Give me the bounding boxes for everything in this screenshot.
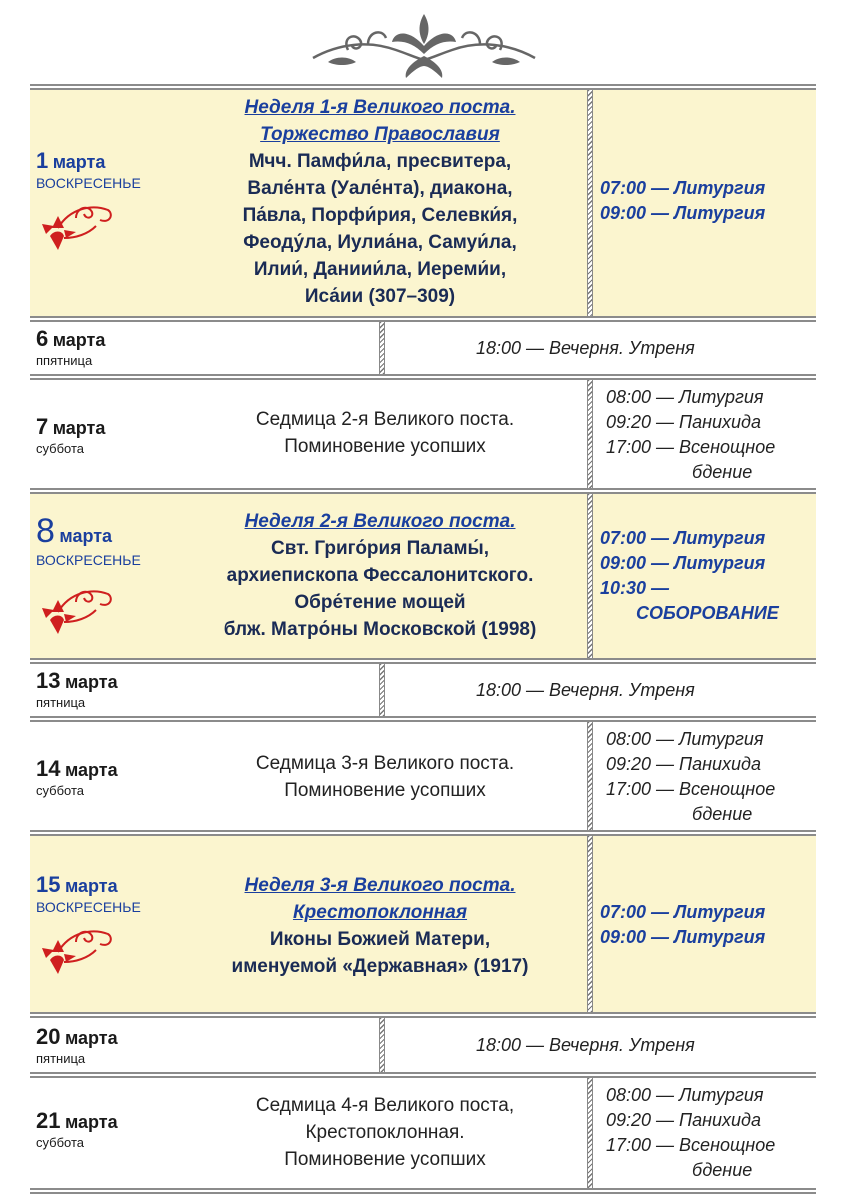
service-line: 18:00 — Вечерня. Утреня	[476, 1035, 695, 1055]
date-month: марта	[59, 526, 113, 546]
date-number: 1	[36, 148, 49, 173]
column-divider	[379, 1018, 385, 1072]
weekday-label: ппятница	[36, 353, 93, 368]
date-number: 21	[36, 1108, 61, 1133]
feast-title: Неделя 2-я Великого поста.	[244, 511, 516, 532]
date-cell	[36, 668, 118, 710]
date-month: марта	[64, 1112, 118, 1132]
feast-title: Крестопоклонная	[292, 902, 468, 923]
service-line: 08:00 — Литургия	[606, 1085, 764, 1105]
date-month: марта	[64, 760, 118, 780]
service-line: 07:00 — Литургия	[600, 178, 766, 198]
service-line: 18:00 — Вечерня. Утреня	[476, 338, 695, 358]
day-row-sunday	[30, 836, 816, 1012]
column-divider	[379, 322, 385, 374]
service-line: 18:00 — Вечерня. Утреня	[476, 680, 695, 700]
column-divider	[379, 664, 385, 716]
saints-line: Вале́нта (Уале́нта), диакона,	[247, 178, 513, 199]
date-cell	[36, 1108, 118, 1150]
date-month: марта	[52, 330, 106, 350]
saints-line: Иконы Божией Матери,	[269, 929, 491, 950]
column-divider	[587, 380, 593, 488]
service-line: 09:20 — Панихида	[606, 754, 761, 774]
service-line: 17:00 — Всенощное	[606, 779, 776, 799]
services-list	[600, 900, 765, 950]
description-line: Поминовение усопших	[284, 436, 486, 457]
feast-description	[190, 872, 570, 980]
date-month: марта	[64, 672, 118, 692]
service-line: 17:00 — Всенощное	[606, 1135, 776, 1155]
feast-description	[190, 508, 570, 643]
feast-title: Торжество Православия	[260, 124, 500, 145]
date-number: 15	[36, 872, 61, 897]
service-line: бдение	[692, 804, 753, 824]
day-description	[200, 406, 570, 460]
weekday-label: суббота	[36, 783, 85, 798]
date-cell	[36, 414, 105, 456]
service-line: бдение	[692, 462, 753, 482]
floral-ornament-icon	[36, 918, 114, 976]
feast-title: Неделя 1-я Великого поста.	[244, 97, 516, 118]
weekday-label: пятница	[36, 695, 86, 710]
weekday-label: суббота	[36, 1135, 85, 1150]
service-line: 07:00 — Литургия	[600, 902, 766, 922]
date-number: 8	[36, 512, 55, 550]
service-line: 09:00 — Литургия	[600, 927, 766, 947]
date-month: марта	[64, 1028, 118, 1048]
column-divider	[587, 1078, 593, 1188]
service-line: 08:00 — Литургия	[606, 729, 764, 749]
date-cell	[36, 326, 105, 368]
date-cell	[36, 148, 141, 191]
date-cell	[36, 872, 141, 915]
description-line: Крестопоклонная.	[305, 1122, 465, 1143]
date-cell	[36, 756, 118, 798]
day-description	[200, 1092, 570, 1173]
service-line: 09:00 — Литургия	[600, 553, 766, 573]
service-line: 07:00 — Литургия	[600, 528, 766, 548]
services-list	[606, 1083, 775, 1183]
column-divider	[587, 90, 593, 316]
day-description	[200, 750, 570, 804]
services-list	[600, 176, 765, 226]
date-number: 20	[36, 1024, 61, 1049]
weekday-label: пятница	[36, 1051, 86, 1066]
saints-line: именуемой «Державная» (1917)	[231, 956, 529, 977]
saints-line: Свт. Григо́рия Паламы́,	[270, 538, 490, 559]
service-line: 17:00 — Всенощное	[606, 437, 776, 457]
weekday-label: ВОСКРЕСЕНЬЕ	[36, 899, 141, 915]
service-line: 09:20 — Панихида	[606, 412, 761, 432]
services-list	[600, 526, 779, 626]
column-divider	[587, 836, 593, 1012]
column-divider	[587, 494, 593, 658]
date-month: марта	[64, 876, 118, 896]
floral-ornament-icon	[36, 578, 114, 636]
day-row	[30, 1078, 816, 1188]
saints-line: архиепископа Фессалонитского.	[226, 565, 534, 586]
service-line: СОБОРОВАНИЕ	[636, 603, 779, 623]
date-cell	[36, 512, 141, 568]
description-line: Седмица 3-я Великого поста.	[255, 753, 515, 774]
saints-line: Иса́ии (307–309)	[304, 286, 456, 307]
day-row	[30, 664, 816, 716]
saints-line: Па́вла, Порфи́рия, Селевки́я,	[242, 205, 518, 226]
weekday-label: суббота	[36, 441, 85, 456]
date-month: марта	[52, 418, 106, 438]
saints-line: Феоду́ла, Иулиа́на, Самуи́ла,	[243, 232, 517, 253]
description-line: Поминовение усопших	[284, 1149, 486, 1170]
date-number: 14	[36, 756, 61, 781]
day-row	[30, 722, 816, 830]
service-line: 09:20 — Панихида	[606, 1110, 761, 1130]
feast-description	[190, 94, 570, 310]
floral-ornament-icon	[36, 194, 114, 252]
service-line: 08:00 — Литургия	[606, 387, 764, 407]
feast-title: Неделя 3-я Великого поста.	[244, 875, 516, 896]
day-row-sunday	[30, 494, 816, 658]
service-line: бдение	[692, 1160, 753, 1180]
day-row-sunday	[30, 90, 816, 316]
day-row	[30, 1018, 816, 1072]
service-line: 09:00 — Литургия	[600, 203, 766, 223]
service-line: 10:30 —	[600, 578, 670, 598]
floral-ornament-icon	[308, 10, 540, 82]
date-number: 6	[36, 326, 49, 351]
saints-line: Обре́тение мощей	[294, 592, 466, 613]
services-list	[606, 385, 775, 485]
day-row	[30, 380, 816, 488]
weekday-label: ВОСКРЕСЕНЬЕ	[36, 552, 141, 568]
day-row	[30, 322, 816, 374]
saints-line: Илии́, Даниии́ла, Иереми́и,	[253, 259, 507, 280]
column-divider	[587, 722, 593, 830]
date-number: 13	[36, 668, 61, 693]
date-cell	[36, 1024, 118, 1066]
description-line: Поминовение усопших	[284, 780, 486, 801]
services-list	[606, 727, 775, 827]
description-line: Седмица 4-я Великого поста,	[255, 1095, 515, 1116]
saints-line: Мчч. Памфи́ла, пресвитера,	[248, 151, 512, 172]
weekday-label: ВОСКРЕСЕНЬЕ	[36, 175, 141, 191]
description-line: Седмица 2-я Великого поста.	[255, 409, 515, 430]
date-number: 7	[36, 414, 49, 439]
saints-line: блж. Матро́ны Московской (1998)	[223, 619, 537, 640]
date-month: марта	[52, 152, 106, 172]
